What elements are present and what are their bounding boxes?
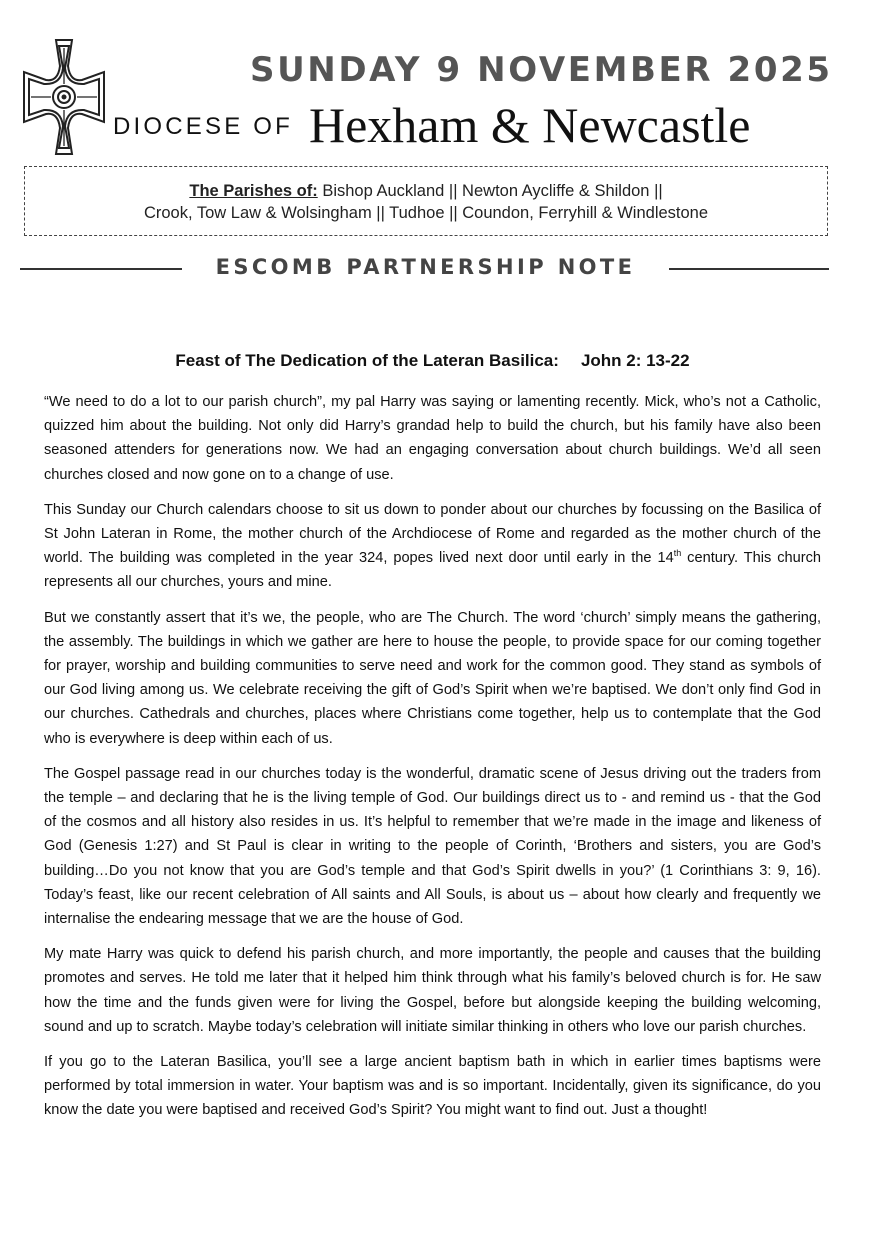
paragraph-4: The Gospel passage read in our churches today is the wonderful, dramatic scene of Jesus driving out the traders from the temple – and declaring that he is the living temple of God. Our buildings direct us to - and remind us - that the God of the cosmos and all history also resides in us. It’s helpful to remember that we’re made in the image and likeness of God (Genesis 1:27) and St Paul is clear in writing to the people of Corinth, ‘Brothers and sisters, you are God’s building…Do you not know that you are God’s temple and that God’s Spirit dwells in you?’ (1 Corinthians 3: 9, 16). Today’s feast, like our recent celebration of All saints and All Souls, is about us – about how clearly and frequently we internalise the endearing message that we are the house of God. bbox=[44, 765, 821, 928]
celtic-cross-icon bbox=[22, 38, 106, 156]
paragraph-3: But we constantly assert that it’s we, the people, who are The Church. The word ‘church’ simply means the gathering, the assembly. The buildings in which we gather are here to house the people, to provide space for our coming together for prayer, worship and building communities to serve need and work for the common good. They stand as symbols of our God living among us. We celebrate receiving the gift of God’s Spirit when we’re baptised. We don’t only find God in our churches. Cathedrals and churches, places where Christians come together, help us to contemplate that the God who is everywhere is deep within each of us. bbox=[44, 609, 821, 747]
paragraph-6: If you go to the Lateran Basilica, you’ll see a large ancient baptism bath in which in earlier times baptisms were performed by total immersion in water. Your baptism was and is so important. Incidentally, given its significance, do you know the date you were baptised and received God’s Spirit? You might want to find out. Just a thought! bbox=[44, 1054, 821, 1119]
feast-title: Feast of The Dedication of the Lateran Basilica: bbox=[175, 351, 559, 370]
service-date: SUNDAY 9 NOVEMBER 2025 bbox=[250, 50, 833, 90]
diocese-name: Hexham & Newcastle bbox=[309, 97, 751, 153]
paragraph-2 bbox=[44, 498, 821, 595]
paragraph-1: “We need to do a lot to our parish church”, my pal Harry was saying or lamenting recently. Mick, who’s not a Catholic, quizzed him about the building. Not only did Harry’s grandad help to build the church, but his family have also been seasoned attenders for generations now. We had an engaging conversation about church buildings. We’d all seen churches closed and now gone on to a change of use. bbox=[44, 394, 821, 483]
parishes-lead: The Parishes of: bbox=[189, 182, 318, 200]
scripture-reference: John 2: 13-22 bbox=[580, 351, 690, 370]
banner-rule-right bbox=[669, 268, 829, 270]
superscript-th: th bbox=[673, 548, 682, 559]
partnership-banner: ESCOMB PARTNERSHIP NOTE bbox=[215, 255, 636, 279]
parishes-list-2: Crook, Tow Law & Wolsingham || Tudhoe || Coundon, Ferryhill & Windlestone bbox=[143, 204, 709, 222]
banner-rule-left bbox=[20, 268, 182, 270]
diocese-prefix: DIOCESE OF bbox=[113, 113, 294, 140]
article-title bbox=[44, 351, 821, 371]
paragraph-2-text: This Sunday our Church calendars choose to sit us down to ponder about our churches by focussing on the Basilica of St John Lateran in Rome, the mother church of the Archdiocese of Rome and regarded as the mother church of the world. The building was completed in the year 324, popes lived next door until early in the 14 bbox=[44, 501, 821, 567]
article-body bbox=[44, 390, 821, 1134]
paragraph-5: My mate Harry was quick to defend his parish church, and more importantly, the people and causes that the building promotes and serves. He told me later that it helped him think through what his family’s beloved church is for. He saw how the time and the funds given were for living the Gospel, before but alongside keeping the building welcoming, sound and up to scratch. Maybe today’s celebration will initiate similar thinking in others who love our parish churches. bbox=[44, 946, 821, 1035]
parishes-line-1 bbox=[25, 180, 827, 202]
parishes-list-1: Bishop Auckland || Newton Aycliffe & Shildon || bbox=[317, 182, 663, 200]
parishes-box bbox=[24, 166, 828, 236]
paragraph-2-end: century. This church represents all our churches, yours and mine. bbox=[44, 550, 821, 591]
